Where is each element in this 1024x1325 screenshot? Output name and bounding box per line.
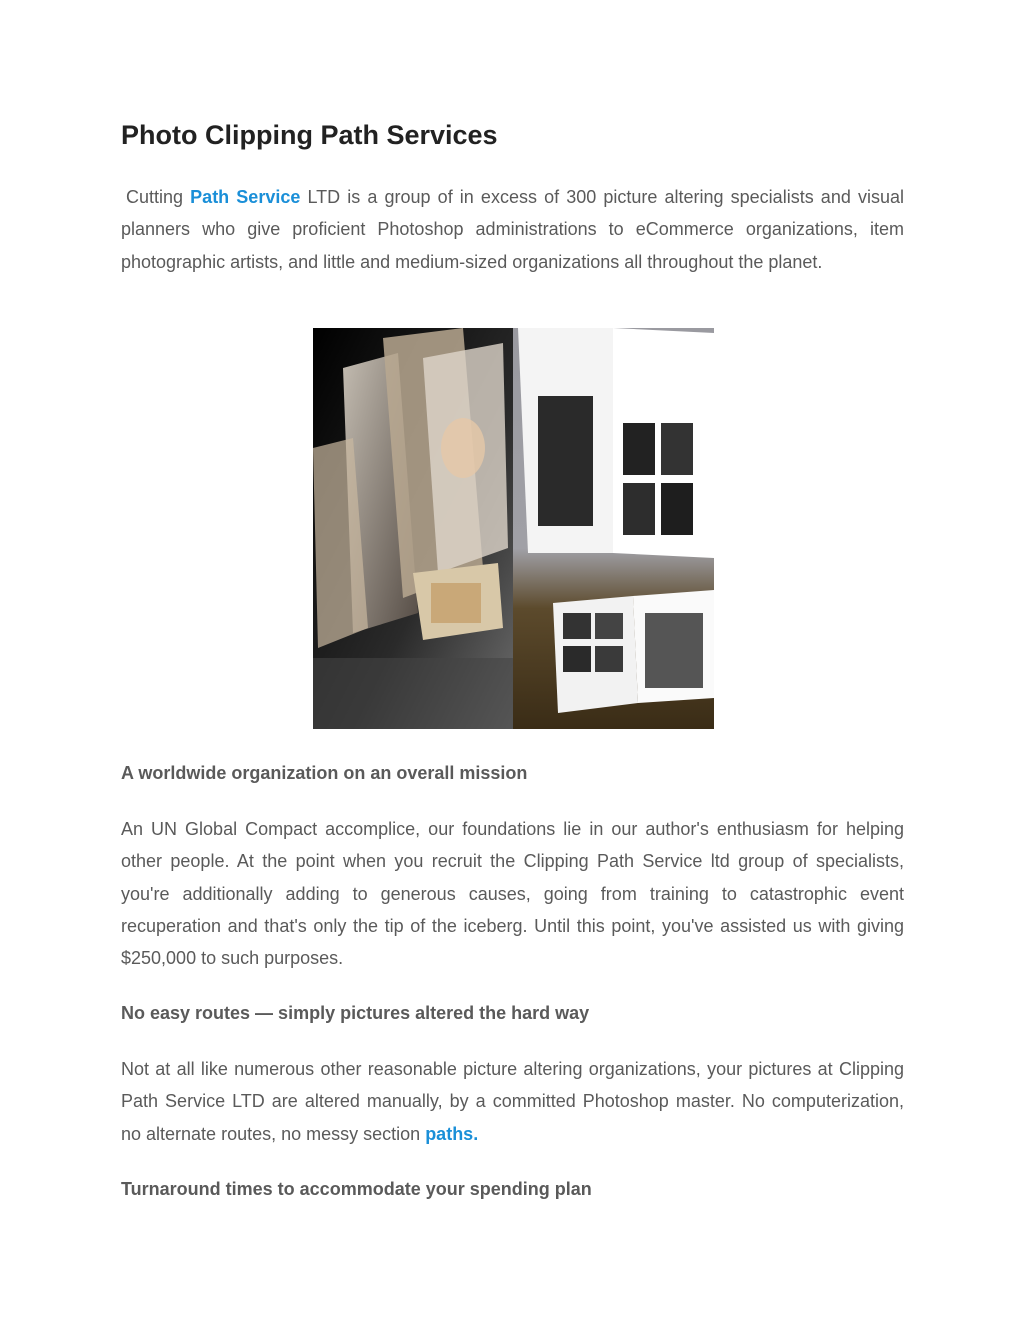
path-service-link[interactable]: Path Service [190,187,301,207]
section-heading: No easy routes — simply pictures altered the hard way [121,1003,590,1023]
section-heading: A worldwide organization on an overall mission [121,763,528,783]
section-heading: Turnaround times to accommodate your spending plan [121,1179,592,1199]
intro-paragraph [121,181,904,278]
page-title: Photo Clipping Path Services [121,120,498,150]
photo-album-image [313,328,714,729]
intro-text: LTD is a group of in excess of 300 picture altering specialists and visual planners who give proficient Photoshop administrations to eCommerce organizations, item photographic artists, and little and medium-sized organizations all throughout the planet. [121,187,904,272]
section-body-text: Not at all like numerous other reasonable picture altering organizations, your pictures at Clipping Path Service LTD are altered manually, by a committed Photoshop master. No computerization, no alternate routes, no messy section [121,1059,904,1144]
photo-album-illustration [313,328,714,729]
section-body [121,1053,904,1150]
intro-prefix: Cutting [126,187,184,207]
section-body: An UN Global Compact accomplice, our foundations lie in our author's enthusiasm for helping other people. At the point when you recruit the Clipping Path Service ltd group of specialists, you're additionally adding to generous causes, going from training to catastrophic event recuperation and that's only the tip of the iceberg. Until this point, you've assisted us with giving $250,000 to such purposes. [121,819,904,969]
paths-link[interactable]: paths. [425,1123,479,1144]
